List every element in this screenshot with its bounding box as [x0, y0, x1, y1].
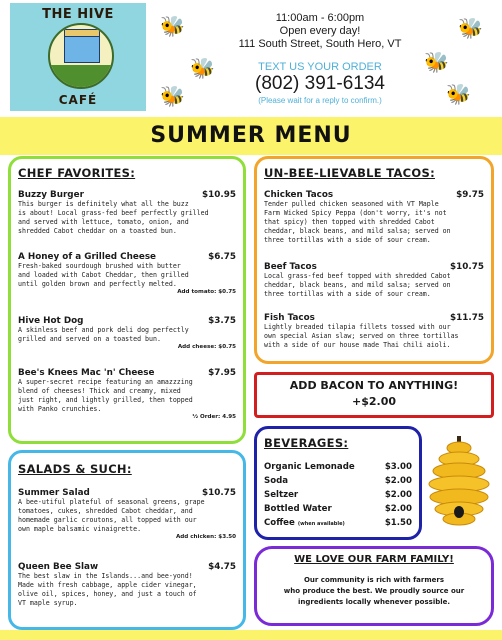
- item-price: $10.95: [202, 190, 236, 200]
- item-price: $4.75: [208, 562, 236, 572]
- menu-item: [264, 190, 484, 245]
- desc-line: Farm Wicked Spicy Peppa (don't worry, it's not: [264, 209, 447, 217]
- item-addon: Add chicken: $3.50: [175, 534, 236, 540]
- hours-text: 11:00am - 6:00pm: [275, 12, 365, 24]
- chef-favorites-title: CHEF FAVORITES:: [18, 166, 136, 180]
- item-description: [264, 200, 484, 245]
- item-price: $10.75: [202, 488, 236, 498]
- phone-number[interactable]: (802) 391-6134: [255, 73, 385, 94]
- desc-line: Tender pulled chicken seasoned with VT Maple: [264, 200, 439, 208]
- logo-grass: [50, 65, 112, 87]
- menu-item: [18, 190, 236, 236]
- beverage-list: [264, 460, 412, 531]
- beverage-price: $3.00: [384, 462, 412, 472]
- item-addon: Add tomato: $0.75: [177, 289, 236, 295]
- item-description: [18, 572, 236, 608]
- desc-line: until golden brown and perfectly melted.: [18, 280, 177, 288]
- desc-line: A bee-utiful plateful of seasonal greens, grape: [18, 498, 205, 506]
- hours-block: [220, 12, 420, 51]
- desc-line: cheddar, black beans, and mild salsa; served on: [264, 227, 451, 235]
- item-description: [264, 323, 484, 350]
- bacon-text: [254, 378, 494, 410]
- item-addon: Add cheese: $0.75: [177, 344, 236, 350]
- farm-title: WE LOVE OUR FARM FAMILY!: [294, 554, 454, 565]
- beverage-name: Seltzer: [264, 490, 299, 500]
- item-addon: ½ Order: 4.95: [192, 414, 236, 420]
- desc-line: A skinless beef and pork deli dog perfectly: [18, 326, 189, 334]
- beverage-note: (when available): [297, 521, 345, 527]
- desc-line: grilled and served on a toasted bun.: [18, 335, 161, 343]
- item-price: $10.75: [450, 262, 484, 272]
- open-text: Open every day!: [279, 25, 361, 37]
- menu-title: SUMMER MENU: [150, 123, 352, 148]
- item-name: Chicken Tacos: [264, 190, 334, 200]
- beehive-icon: [426, 436, 492, 528]
- bacon-line: ADD BACON TO ANYTHING!: [289, 379, 459, 392]
- desc-line: shredded Cabot cheddar on a toasted bun.: [18, 227, 177, 235]
- wait-note: (Please wait for a reply to confirm.): [258, 96, 382, 105]
- item-price: $11.75: [450, 313, 484, 323]
- desc-line: and loaded with Cabot Cheddar, then grilled: [18, 271, 189, 279]
- beverage-row: [264, 502, 412, 516]
- desc-line: blend of cheeses! Thick and creamy, mixed: [18, 387, 181, 395]
- beverages-title: BEVERAGES:: [264, 436, 349, 450]
- menu-item: [264, 262, 484, 299]
- desc-line: Local grass-fed beef topped with shredded Cabot: [264, 272, 451, 280]
- beverage-row: [264, 488, 412, 502]
- desc-line: with a side of our house made Thai chili aioli.: [264, 341, 451, 349]
- desc-line: This burger is definitely what all the buzz: [18, 200, 189, 208]
- item-description: [18, 262, 236, 289]
- item-description: [264, 272, 484, 299]
- desc-line: homemade garlic croutons, all topped with our: [18, 516, 197, 524]
- item-description: [18, 326, 236, 344]
- bee-icon: 🐝: [446, 82, 471, 106]
- item-price: $6.75: [208, 252, 236, 262]
- logo-hive-box: [64, 35, 100, 63]
- desc-line: The best slaw in the Islands...and bee-yond!: [18, 572, 193, 580]
- beverage-price: $2.00: [384, 476, 412, 486]
- item-price: $7.95: [208, 368, 236, 378]
- desc-line: own maple balsamic vinaigrette.: [18, 525, 142, 533]
- item-name: Bee's Knees Mac 'n' Cheese: [18, 368, 155, 378]
- farm-line: Our community is rich with farmers: [303, 576, 445, 584]
- farm-line: who produce the best. We proudly source our: [283, 587, 465, 595]
- beverage-price: $1.50: [384, 518, 412, 528]
- item-description: [18, 378, 236, 414]
- desc-line: cheddar, black beans, and mild salsa; served on: [264, 281, 451, 289]
- desc-line: olive oil, spices, honey, and just a touch of: [18, 590, 197, 598]
- beverage-row: [264, 516, 412, 531]
- desc-line: Made with fresh cabbage, apple cider vinegar,: [18, 581, 197, 589]
- item-name: Summer Salad: [18, 488, 90, 498]
- item-name: Buzzy Burger: [18, 190, 84, 200]
- menu-item: [264, 313, 484, 350]
- footer-strip: [0, 630, 502, 640]
- desc-line: and served with lettuce, tomato, onion, and: [18, 218, 189, 226]
- desc-line: own special Asian slaw; served on three tortillas: [264, 332, 459, 340]
- salads-title: SALADS & SUCH:: [18, 462, 132, 476]
- beverage-price: $2.00: [384, 490, 412, 500]
- item-description: [18, 498, 236, 534]
- beverage-row: [264, 474, 412, 488]
- bacon-price: +$2.00: [351, 395, 396, 408]
- menu-item: [18, 488, 236, 540]
- beverage-name: Bottled Water: [264, 504, 332, 514]
- address-text: 111 South Street, South Hero, VT: [238, 38, 402, 50]
- cafe-logo: [10, 3, 146, 111]
- bee-icon: 🐝: [160, 84, 185, 108]
- desc-line: just right, and lightly grilled, then topped: [18, 396, 193, 404]
- desc-line: three tortillas with a side of sour cream.: [264, 236, 431, 244]
- desc-line: three tortillas with a side of sour cream.: [264, 290, 431, 298]
- item-name: Hive Hot Dog: [18, 316, 84, 326]
- farm-line: ingredients locally whenever possible.: [297, 598, 451, 606]
- beverage-name-wrap: [264, 516, 345, 531]
- beverage-row: [264, 460, 412, 474]
- farm-text: [270, 575, 478, 608]
- menu-item: [18, 252, 236, 295]
- logo-badge: [48, 23, 114, 89]
- beverage-price: $2.00: [384, 504, 412, 514]
- bee-icon: 🐝: [424, 50, 449, 74]
- desc-line: tomatoes, cukes, shredded Cabot cheddar, and: [18, 507, 193, 515]
- bee-icon: 🐝: [160, 14, 185, 38]
- desc-line: Fresh-baked sourdough brushed with butter: [18, 262, 181, 270]
- item-price: $3.75: [208, 316, 236, 326]
- item-name: Fish Tacos: [264, 313, 315, 323]
- menu-item: [18, 368, 236, 420]
- text-order-label: TEXT US YOUR ORDER: [258, 61, 382, 73]
- desc-line: with Panko crunchies.: [18, 405, 102, 413]
- desc-line: A super-secret recipe featuring an amazzzing: [18, 378, 193, 386]
- desc-line: Lightly breaded tilapia fillets tossed with our: [264, 323, 451, 331]
- item-name: Beef Tacos: [264, 262, 317, 272]
- item-price: $9.75: [456, 190, 484, 200]
- logo-name: THE HIVE: [42, 7, 114, 22]
- bee-icon: 🐝: [190, 56, 215, 80]
- beverage-name: Organic Lemonade: [264, 462, 355, 472]
- item-description: [18, 200, 236, 236]
- item-name: A Honey of a Grilled Cheese: [18, 252, 157, 262]
- bee-icon: 🐝: [458, 16, 483, 40]
- desc-line: VT maple syrup.: [18, 599, 78, 607]
- menu-item: [18, 316, 236, 350]
- beverage-name: Soda: [264, 476, 289, 486]
- desc-line: that spicy) then topped with shredded Cabot: [264, 218, 435, 226]
- logo-subname: CAFÉ: [58, 93, 98, 107]
- desc-line: is about! Local grass-fed beef perfectly grilled: [18, 209, 209, 217]
- item-name: Queen Bee Slaw: [18, 562, 99, 572]
- beverage-name: Coffee: [264, 518, 295, 528]
- tacos-title: UN-BEE-LIEVABLE TACOS:: [264, 166, 435, 180]
- menu-item: [18, 562, 236, 608]
